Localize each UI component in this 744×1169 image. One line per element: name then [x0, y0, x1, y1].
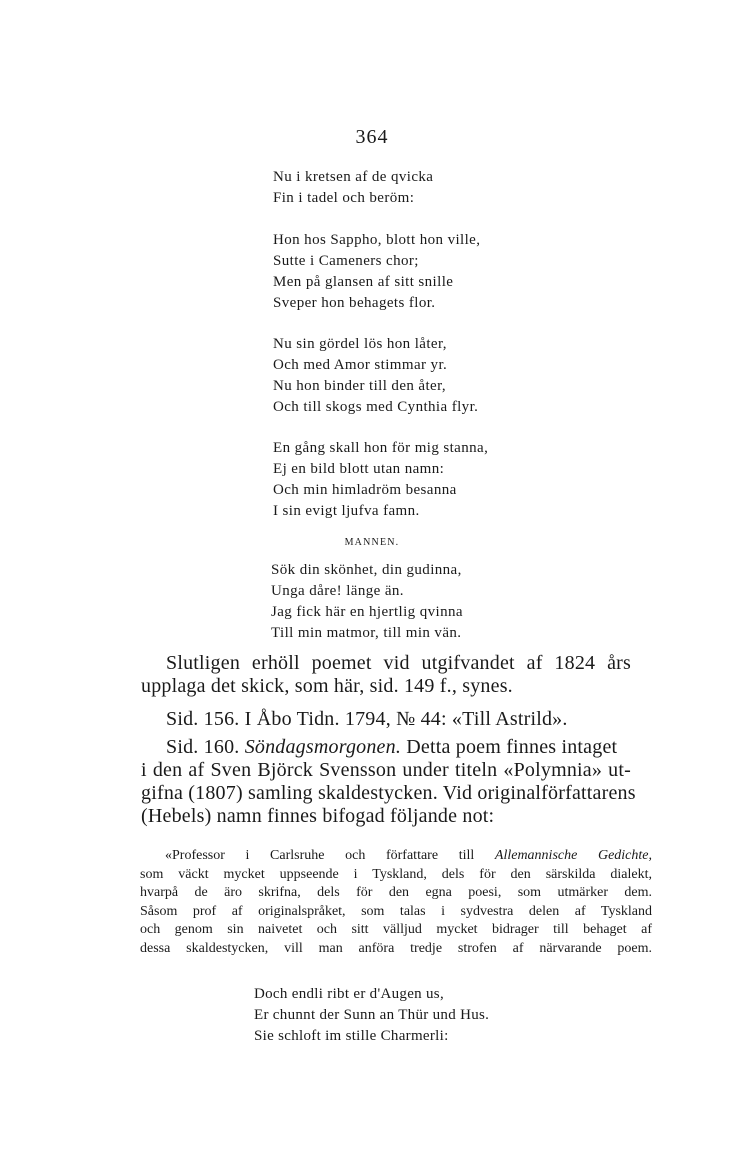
poem-line: Sie schloft im stille Charmerli: [254, 1028, 449, 1044]
paragraph-line: Slutligen erhöll poemet vid utgifvandet af 1824 års [166, 652, 631, 674]
paragraph-line: gifna (1807) samling skaldestycken. Vid originalförfattarens [141, 782, 636, 804]
german-poem [254, 984, 489, 1047]
poem-line: Nu sin gördel lös hon låter, [273, 336, 447, 352]
work-title-italic: Allemannische Gedichte, [494, 848, 653, 863]
poem-line: Till min matmor, till min vän. [271, 625, 462, 641]
poem-stanza-4 [273, 438, 633, 522]
poem-line: Sutte i Cameners chor; [273, 253, 419, 269]
quote-line: dessa skaldestycken, vill man anföra tredje strofen af närvarande poem. [140, 940, 652, 956]
poem-line: Doch endli ribt er d'Augen us, [254, 986, 444, 1002]
poem-line: Sveper hon behagets flor. [273, 295, 436, 311]
paragraph-sid-160 [141, 736, 636, 828]
quote-line: som väckt mycket uppseende i Tyskland, dels för den särskilda dialekt, [140, 866, 652, 882]
poem-title-italic: Söndagsmorgonen. [244, 736, 402, 758]
quote-text: «Professor i Carlsruhe och författare till [165, 848, 495, 863]
mannen-stanza [271, 560, 631, 644]
poem-line: Nu hon binder till den åter, [273, 378, 447, 394]
paragraph-line: upplaga det skick, som här, sid. 149 f., synes. [141, 675, 513, 697]
poem-line: Nu i kretsen af de qvicka [273, 169, 434, 185]
paragraph-lead: Sid. 160. [166, 736, 245, 758]
paragraph-line: (Hebels) namn finnes bifogad följande not: [141, 805, 495, 827]
paragraph-line [141, 736, 631, 759]
poem-line: I sin evigt ljufva famn. [273, 503, 420, 519]
paragraph-line: Sid. 156. I Åbo Tidn. 1794, № 44: «Till Astrild». [166, 708, 568, 730]
poem-line: Och till skogs med Cynthia flyr. [273, 399, 479, 415]
paragraph-text: Detta poem finnes intaget [401, 736, 618, 758]
poem-line: Unga dåre! länge än. [271, 583, 404, 599]
page-number: 364 [355, 126, 389, 148]
poem-line: Och min himladröm besanna [273, 482, 457, 498]
poem-line: Jag fick här en hjertlig qvinna [271, 604, 463, 620]
poem-stanza-3 [273, 334, 633, 418]
mannen-heading: MANNEN. [344, 537, 400, 548]
quote-line: hvarpå de äro skrifna, dels för den egna poesi, som utmärker dem. [140, 885, 652, 900]
paragraph-sid-156 [141, 708, 631, 731]
quote-line [140, 847, 652, 866]
paragraph-line: i den af Sven Björck Svensson under titeln «Polymnia» ut- [141, 759, 631, 781]
poem-line: Sök din skönhet, din gudinna, [271, 562, 462, 578]
poem-line: Hon hos Sappho, blott hon ville, [273, 232, 481, 248]
poem-line: Men på glansen af sitt snille [273, 274, 454, 290]
poem-stanza-2 [273, 230, 633, 314]
paragraph-slutligen [141, 652, 631, 698]
poem-line: Er chunnt der Sunn an Thür und Hus. [254, 1007, 490, 1023]
poem-stanza-1 [273, 167, 633, 209]
poem-line: En gång skall hon för mig stanna, [273, 440, 489, 456]
poem-line: Och med Amor stimmar yr. [273, 357, 448, 373]
poem-line: Ej en bild blott utan namn: [273, 461, 445, 477]
quote-line: Såsom prof af originalspråket, som talas i sydvestra delen af Tyskland [140, 903, 652, 919]
footnote-quote [140, 847, 652, 958]
quote-line: och genom sin naivetet och sitt välljud mycket bidrager till behaget af [140, 922, 652, 937]
poem-line: Fin i tadel och beröm: [273, 190, 415, 206]
